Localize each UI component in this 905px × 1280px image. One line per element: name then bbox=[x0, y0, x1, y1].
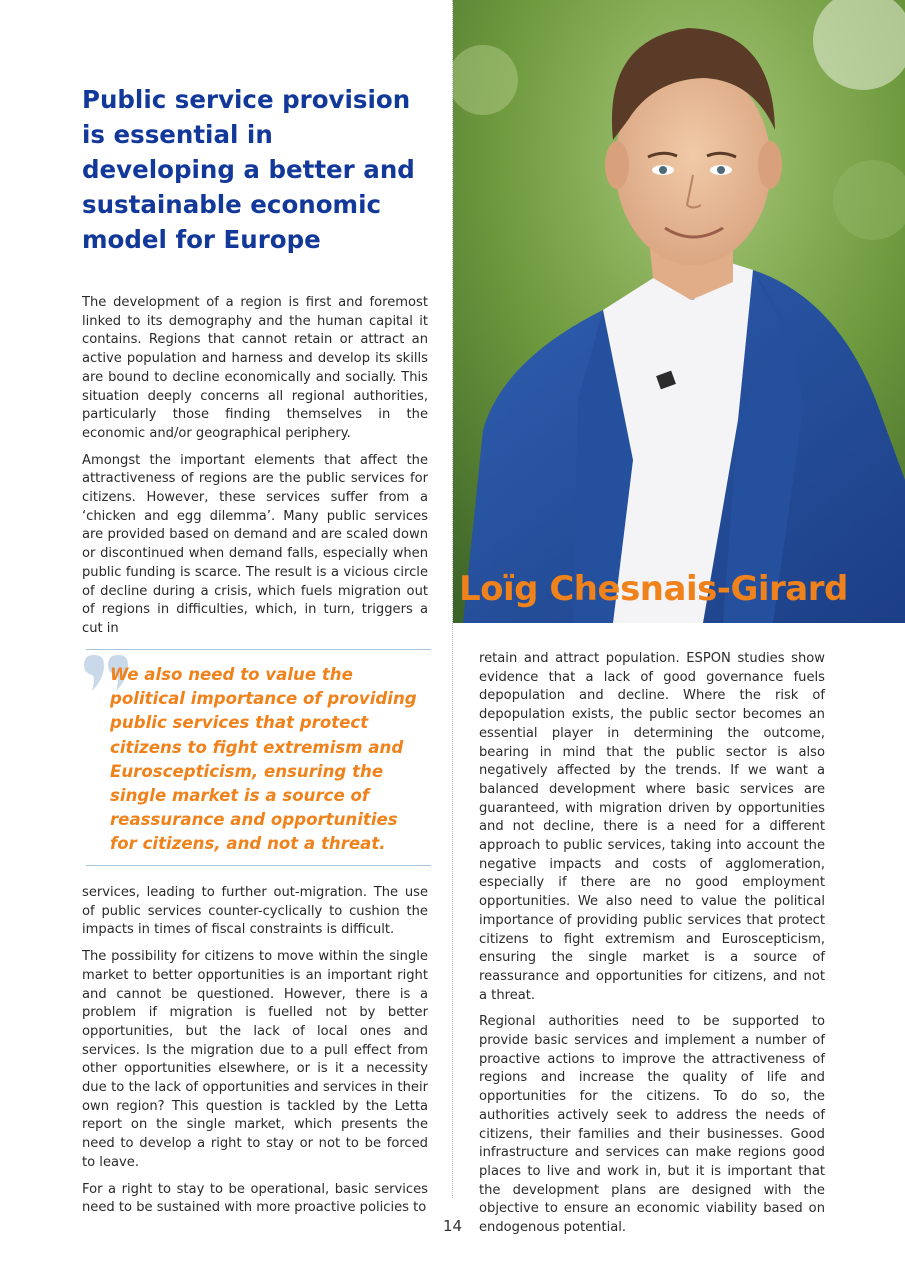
body-paragraph: Regional authorities need to be supported to provide basic services and implement a number of proactive actions to improve the attractiveness of regions and increase the quality of life and opportunities for the citizens. To do so, the authorities actively seek to address the needs of citizens, their families and their businesses. Good infrastructure and services can make regions good places to live and work in, but it is important that the development plans are designed with the objective to ensure an economic viability based on endogenous potential. bbox=[479, 1014, 825, 1236]
pull-quote-text: We also need to value the political importance of providing public services that protect citizens to fight extremism and Euroscepticism, ensuring the single market is a source of reassurance and opportunities for citizens, and not a threat. bbox=[110, 665, 417, 854]
left-column-top bbox=[82, 294, 428, 639]
body-paragraph: For a right to stay to be operational, basic services need to be sustained with more proactive policies to bbox=[82, 1181, 428, 1216]
portrait-illustration bbox=[453, 0, 905, 623]
body-paragraph: Amongst the important elements that affect the attractiveness of regions are the public services for citizens. However, these services suffer from a ‘chicken and egg dilemma’. Many public services are provided based on demand and are scaled down or discontinued when demand falls, especially when public funding is scarce. The result is a vicious circle of decline during a crisis, which fuels migration out of regions in difficulties, which, in turn, triggers a cut in bbox=[82, 452, 428, 636]
article-headline: Public service provision is essential in developing a better and sustainable economic model for Europe bbox=[82, 85, 415, 254]
right-column bbox=[479, 650, 825, 1238]
body-paragraph: services, leading to further out-migration. The use of public services counter-cyclically to cushion the impacts in times of fiscal constraints is difficult. bbox=[82, 885, 428, 938]
author-name: Loïg Chesnais-Girard bbox=[459, 569, 848, 609]
body-paragraph: The development of a region is first and foremost linked to its demography and the human capital it contains. Regions that cannot retain or attract an active population and harness and develop its skills are bound to decline economically and socially. This situation deeply concerns all regional authorities, particularly those finding themselves in the economic and/or geographical periphery. bbox=[82, 295, 428, 441]
body-paragraph: The possibility for citizens to move within the single market to better opportunities is an important right and cannot be questioned. However, there is a problem if migration is fuelled not by better opportunities, but the lack of local ones and services. Is the migration due to a pull effect from other opportunities elsewhere, or is it a necessity due to the lack of opportunities and services in their own region? This question is tackled by the Letta report on the single market, which presents the need to develop a right to stay or not to be forced to leave. bbox=[82, 949, 428, 1170]
page-number: 14 bbox=[442, 1217, 463, 1235]
pull-quote bbox=[86, 649, 431, 866]
body-paragraph: retain and attract population. ESPON studies show evidence that a lack of good governance fuels depopulation and decline. Where the risk of depopulation exists, the public sector becomes an essential player in determining the outcome, bearing in mind that the public sector is also negatively affected by the trends. If we want a balanced development where basic services are guaranteed, with migration driven by opportunities and not decline, there is a need for a different approach to public services, taking into account the negative impacts and costs of agglomeration, especially if there are no good employment opportunities. We also need to value the political importance of providing public services that protect citizens to fight extremism and Euroscepticism, ensuring the single market is a source of reassurance and opportunities for citizens, and not a threat. bbox=[479, 651, 825, 1003]
author-portrait bbox=[453, 0, 905, 623]
left-column-bottom bbox=[82, 884, 428, 1218]
